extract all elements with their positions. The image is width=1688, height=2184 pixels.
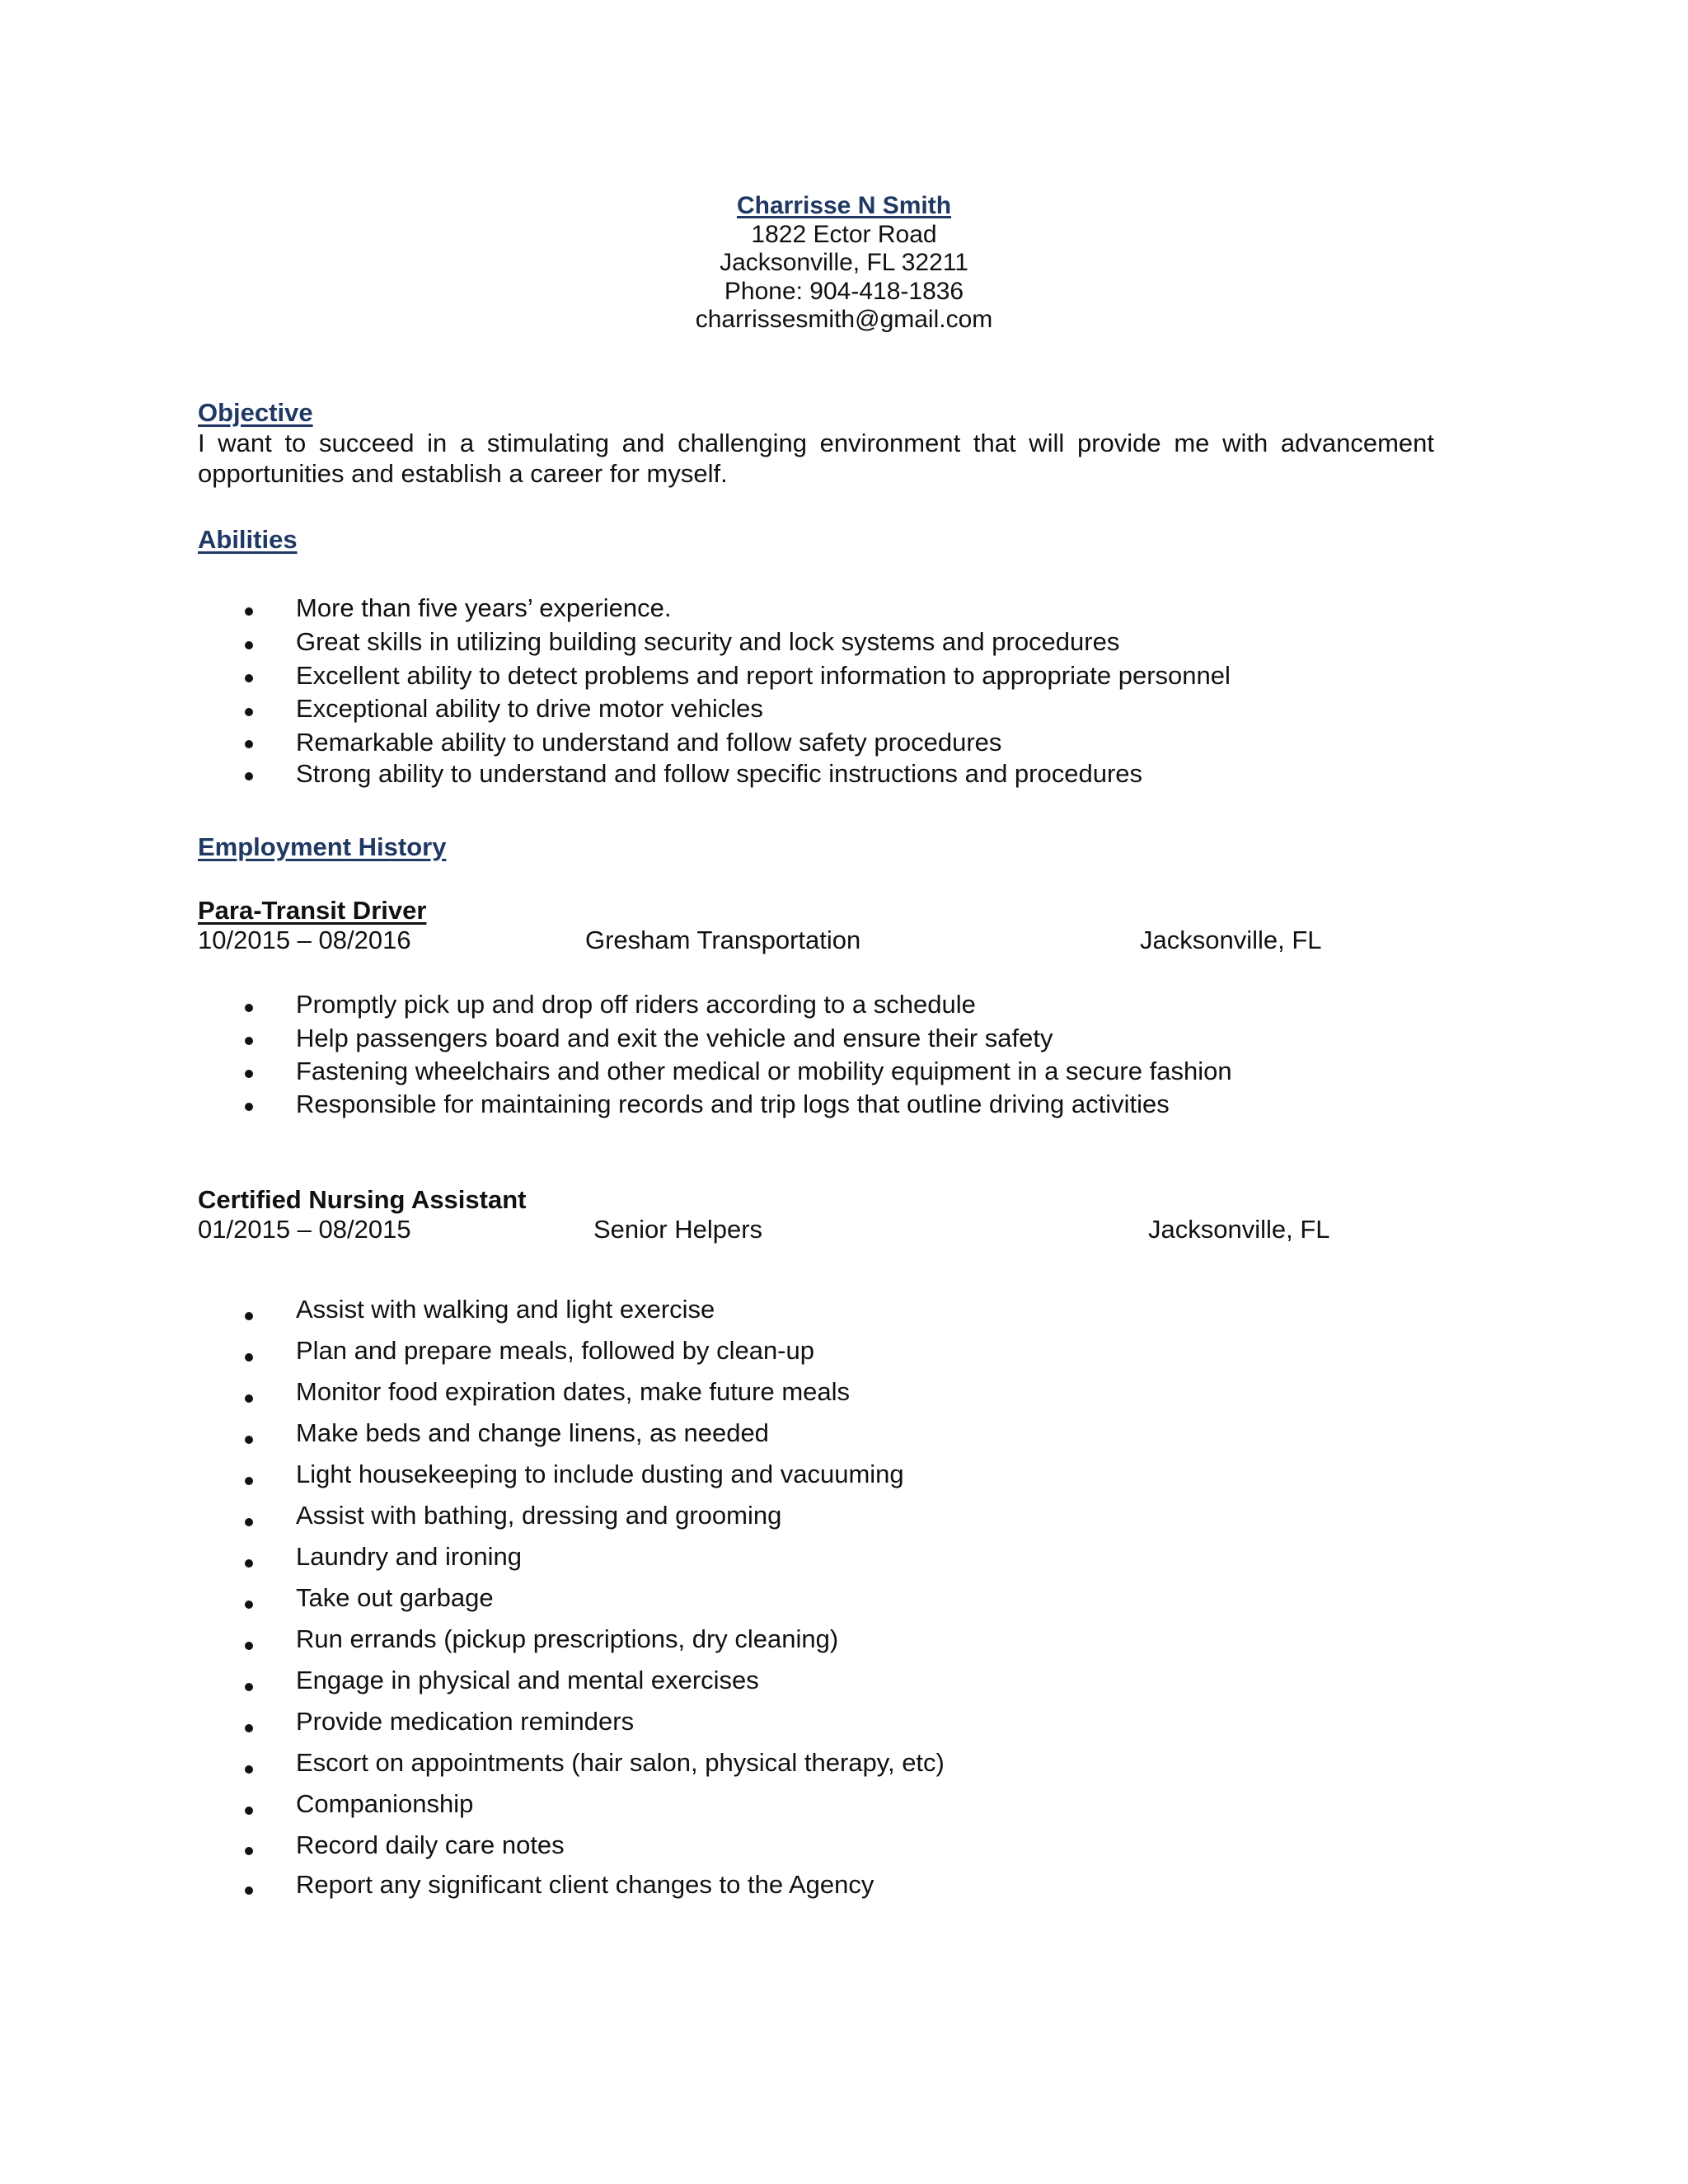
job-location: Jacksonville, FL bbox=[1148, 1215, 1330, 1244]
bullet-icon bbox=[245, 1103, 253, 1111]
job-duties-list bbox=[0, 990, 1688, 1122]
bullet-icon bbox=[245, 1683, 253, 1691]
contact-header bbox=[0, 192, 1688, 335]
city-state-zip: Jacksonville, FL 32211 bbox=[720, 249, 968, 276]
list-item: Remarkable ability to understand and follow safety procedures bbox=[0, 728, 1688, 759]
bullet-icon bbox=[245, 1004, 253, 1012]
list-item: Great skills in utilizing building security and lock systems and procedures bbox=[0, 627, 1688, 661]
list-item: Monitor food expiration dates, make future meals bbox=[0, 1377, 1688, 1418]
list-item: Strong ability to understand and follow specific instructions and procedures bbox=[0, 759, 1688, 792]
job-employer: Gresham Transportation bbox=[585, 926, 861, 954]
email-address: charrissesmith@gmail.com bbox=[695, 306, 993, 333]
list-item: Excellent ability to detect problems and report information to appropriate personnel bbox=[0, 661, 1688, 694]
list-item: Take out garbage bbox=[0, 1583, 1688, 1624]
bullet-icon bbox=[245, 1601, 253, 1609]
list-item: Engage in physical and mental exercises bbox=[0, 1666, 1688, 1707]
phone-number: Phone: 904-418-1836 bbox=[724, 277, 964, 305]
list-item: Provide medication reminders bbox=[0, 1707, 1688, 1748]
list-item: Run errands (pickup prescriptions, dry cleaning) bbox=[0, 1624, 1688, 1666]
bullet-icon bbox=[245, 772, 253, 780]
bullet-icon bbox=[245, 607, 253, 616]
list-item: Help passengers board and exit the vehicle and ensure their safety bbox=[0, 1024, 1688, 1057]
job-dates: 10/2015 – 08/2016 bbox=[198, 926, 411, 954]
bullet-icon bbox=[245, 1765, 253, 1774]
candidate-name: Charrisse N Smith bbox=[736, 192, 952, 219]
bullet-icon bbox=[245, 1353, 253, 1361]
list-item: More than five years’ experience. bbox=[0, 593, 1688, 627]
bullet-icon bbox=[245, 1037, 253, 1045]
list-item: Light housekeeping to include dusting and vacuuming bbox=[0, 1460, 1688, 1501]
bullet-icon bbox=[245, 1847, 253, 1855]
job-details-row bbox=[0, 926, 1688, 957]
list-item: Companionship bbox=[0, 1789, 1688, 1830]
job-title: Para-Transit Driver bbox=[198, 896, 427, 925]
bullet-icon bbox=[245, 1312, 253, 1320]
list-item: Report any significant client changes to the Agency bbox=[0, 1870, 1688, 1910]
employment-heading: Employment History bbox=[198, 832, 447, 861]
bullet-icon bbox=[245, 708, 253, 716]
list-item: Make beds and change linens, as needed bbox=[0, 1418, 1688, 1460]
bullet-icon bbox=[245, 1436, 253, 1444]
bullet-icon bbox=[245, 641, 253, 649]
bullet-icon bbox=[245, 1886, 253, 1895]
bullet-icon bbox=[245, 1807, 253, 1815]
abilities-list bbox=[0, 593, 1688, 792]
bullet-icon bbox=[245, 1070, 253, 1078]
list-item: Escort on appointments (hair salon, physical therapy, etc) bbox=[0, 1748, 1688, 1789]
list-item: Plan and prepare meals, followed by clean-up bbox=[0, 1336, 1688, 1377]
list-item: Responsible for maintaining records and trip logs that outline driving activities bbox=[0, 1090, 1688, 1122]
bullet-icon bbox=[245, 674, 253, 682]
bullet-icon bbox=[245, 1518, 253, 1526]
list-item: Laundry and ironing bbox=[0, 1542, 1688, 1583]
bullet-icon bbox=[245, 1559, 253, 1568]
job-duties-list bbox=[0, 1295, 1688, 1910]
list-item: Fastening wheelchairs and other medical or mobility equipment in a secure fashion bbox=[0, 1057, 1688, 1090]
list-item: Assist with walking and light exercise bbox=[0, 1295, 1688, 1336]
bullet-icon bbox=[245, 1642, 253, 1650]
list-item: Promptly pick up and drop off riders according to a schedule bbox=[0, 990, 1688, 1024]
job-title: Certified Nursing Assistant bbox=[198, 1185, 527, 1214]
objective-heading: Objective bbox=[198, 398, 313, 427]
job-dates: 01/2015 – 08/2015 bbox=[198, 1215, 411, 1244]
list-item: Assist with bathing, dressing and grooming bbox=[0, 1501, 1688, 1542]
bullet-icon bbox=[245, 1724, 253, 1732]
bullet-icon bbox=[245, 1394, 253, 1403]
bullet-icon bbox=[245, 740, 253, 748]
job-employer: Senior Helpers bbox=[593, 1215, 763, 1244]
street-address: 1822 Ector Road bbox=[751, 220, 937, 248]
list-item: Exceptional ability to drive motor vehicles bbox=[0, 694, 1688, 728]
bullet-icon bbox=[245, 1477, 253, 1485]
job-details-row bbox=[0, 1215, 1688, 1246]
objective-text: I want to succeed in a stimulating and challenging environment that will provide me with advancement opportunities and establish a career for myself. bbox=[198, 429, 1434, 488]
list-item: Record daily care notes bbox=[0, 1830, 1688, 1870]
abilities-heading: Abilities bbox=[198, 525, 298, 554]
job-location: Jacksonville, FL bbox=[1140, 926, 1322, 954]
